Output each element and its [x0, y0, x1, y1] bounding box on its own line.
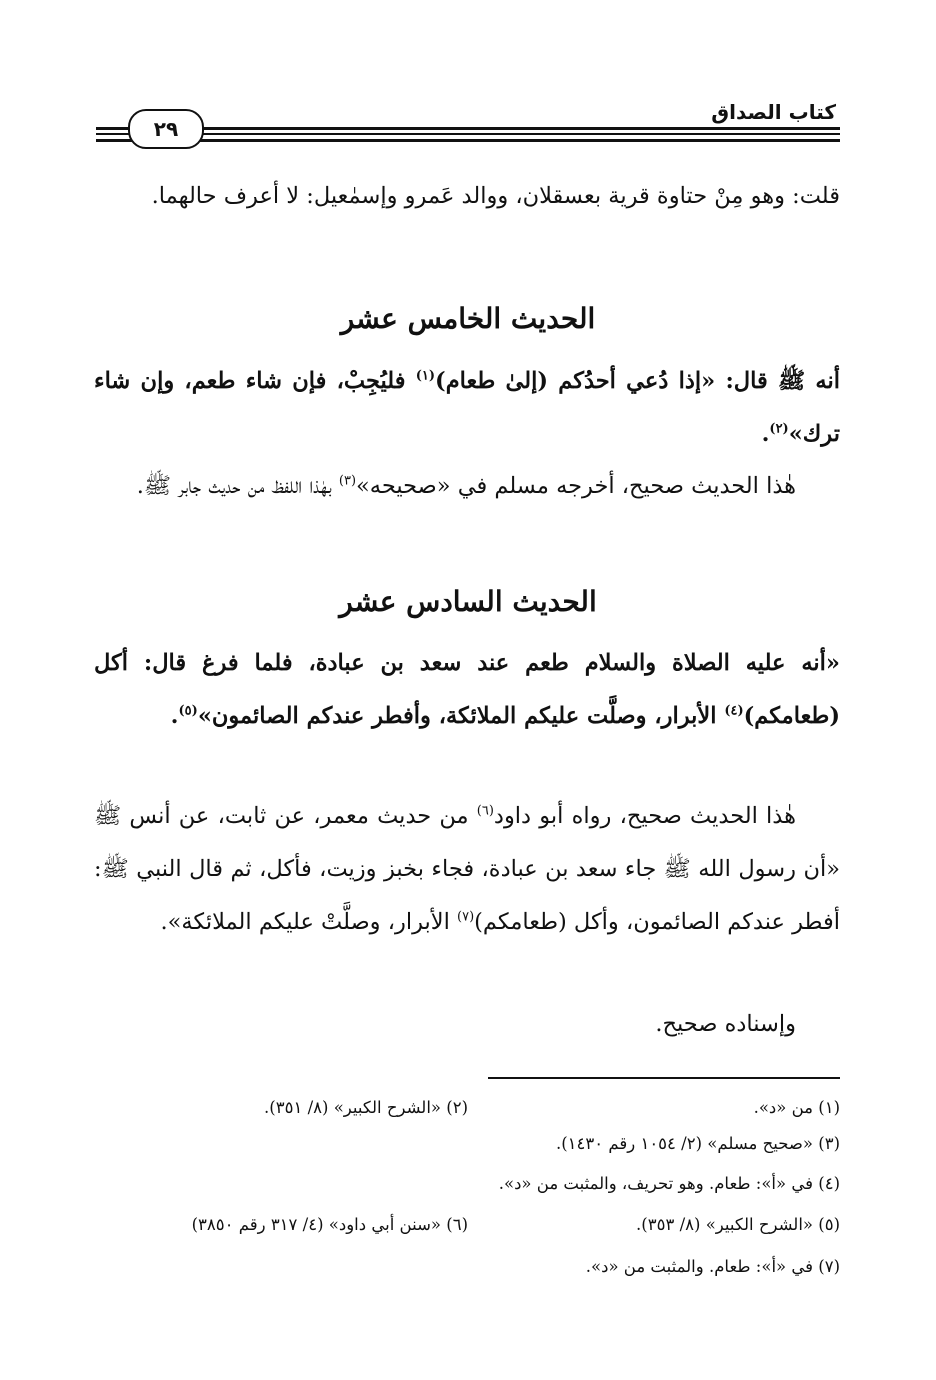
heading-hadith-16: الحديث السادس عشر	[339, 585, 597, 618]
footnote-row-4	[94, 1210, 840, 1240]
footnote-ref-4[interactable]: (٤)	[724, 703, 744, 719]
hadith-16-part-a: «أنه عليه الصلاة والسلام طعم عند سعد بن عبادة، فلما فرغ قال: أكل (طعامكم)	[94, 650, 840, 729]
hadith-16-end: .	[170, 703, 179, 729]
footnote-4: (٤) في «أ»: طعام. وهو تحريف، والمثبت من «د».	[498, 1174, 840, 1193]
heading-hadith-15: الحديث الخامس عشر	[340, 302, 596, 335]
hadith-16-part-b: الأبرار، وصلَّت عليكم الملائكة، وأفطر عندكم الصائمون»	[197, 703, 725, 729]
header-rule-bottom	[96, 139, 840, 142]
footnote-row-5	[94, 1252, 840, 1282]
footnote-ref-2[interactable]: (٢)	[769, 421, 789, 437]
footnote-ref-5[interactable]: (٥)	[178, 703, 198, 719]
hadith-15-text	[94, 355, 840, 461]
commentary-15-part-a: هٰذا الحديث صحيح، أخرجه مسلم في «صحيحه»	[356, 473, 796, 499]
header-rule-top	[96, 127, 840, 130]
footnote-ref-1[interactable]: (١)	[415, 368, 436, 384]
hadith-15-part-a: أنه ﷺ قال: «إذا دُعي أحدُكم (إلىٰ طعام)	[435, 368, 840, 394]
footnote-1: (١) من «د».	[753, 1098, 840, 1117]
page-number: ٢٩	[128, 109, 204, 149]
footnote-separator	[488, 1077, 840, 1079]
isnad-text: وإسناده صحيح.	[655, 1011, 796, 1037]
footnote-ref-6[interactable]: (٦)	[476, 803, 494, 819]
footnote-row-3	[94, 1169, 840, 1199]
hadith-15-end: .	[761, 421, 770, 447]
footnote-ref-3[interactable]: (٣)	[338, 473, 357, 489]
footnote-2: (٢) «الشرح الكبير» (٨/ ٣٥١).	[264, 1098, 468, 1117]
commentary-16-part-b: من حديث معمر، عن ثابت، عن أنس ﷺ «أن رسول الله ﷺ جاء سعد بن عبادة، فجاء بخبز وزيت، فأكل، ثم قال النبي ﷺ: أفطر عندكم الصائمون، وأكل (طعامكم)	[94, 803, 840, 935]
hadith-15-commentary	[94, 460, 840, 513]
commentary-15-part-b: بهٰذا اللفظ من حديث جابر ﷺ.	[136, 473, 339, 499]
footnote-3: (٣) «صحيح مسلم» (٢/ ١٠٥٤ رقم ١٤٣٠).	[555, 1134, 840, 1153]
footnote-5: (٥) «الشرح الكبير» (٨/ ٣٥٣).	[636, 1215, 840, 1234]
footnote-7: (٧) في «أ»: طعام. والمثبت من «د».	[585, 1257, 840, 1276]
footnote-row-2	[94, 1129, 840, 1159]
paragraph-note: قلت: وهو مِنْ حتاوة قرية بعسقلان، ووالد عَمرو وإسمٰعيل: لا أعرف حالهما.	[151, 183, 840, 209]
running-title: كتاب الصداق	[711, 100, 836, 124]
commentary-16-part-c: الأبرار، وصلَّتْ عليكم الملائكة».	[160, 909, 457, 935]
header-rule-middle	[96, 133, 840, 135]
commentary-16-part-a: هٰذا الحديث صحيح، رواه أبو داود	[493, 803, 796, 829]
hadith-16-commentary	[94, 790, 840, 949]
hadith-16-text	[94, 637, 840, 743]
isnad-note	[94, 998, 840, 1051]
footnote-ref-7[interactable]: (٧)	[457, 909, 475, 925]
hadith-15-part-b: فليُجِبْ، فإن شاء طعم، وإن شاء ترك»	[94, 368, 840, 447]
footnote-6: (٦) «سنن أبي داود» (٤/ ٣١٧ رقم ٣٨٥٠)	[191, 1215, 468, 1234]
footnote-row-1	[94, 1093, 840, 1123]
